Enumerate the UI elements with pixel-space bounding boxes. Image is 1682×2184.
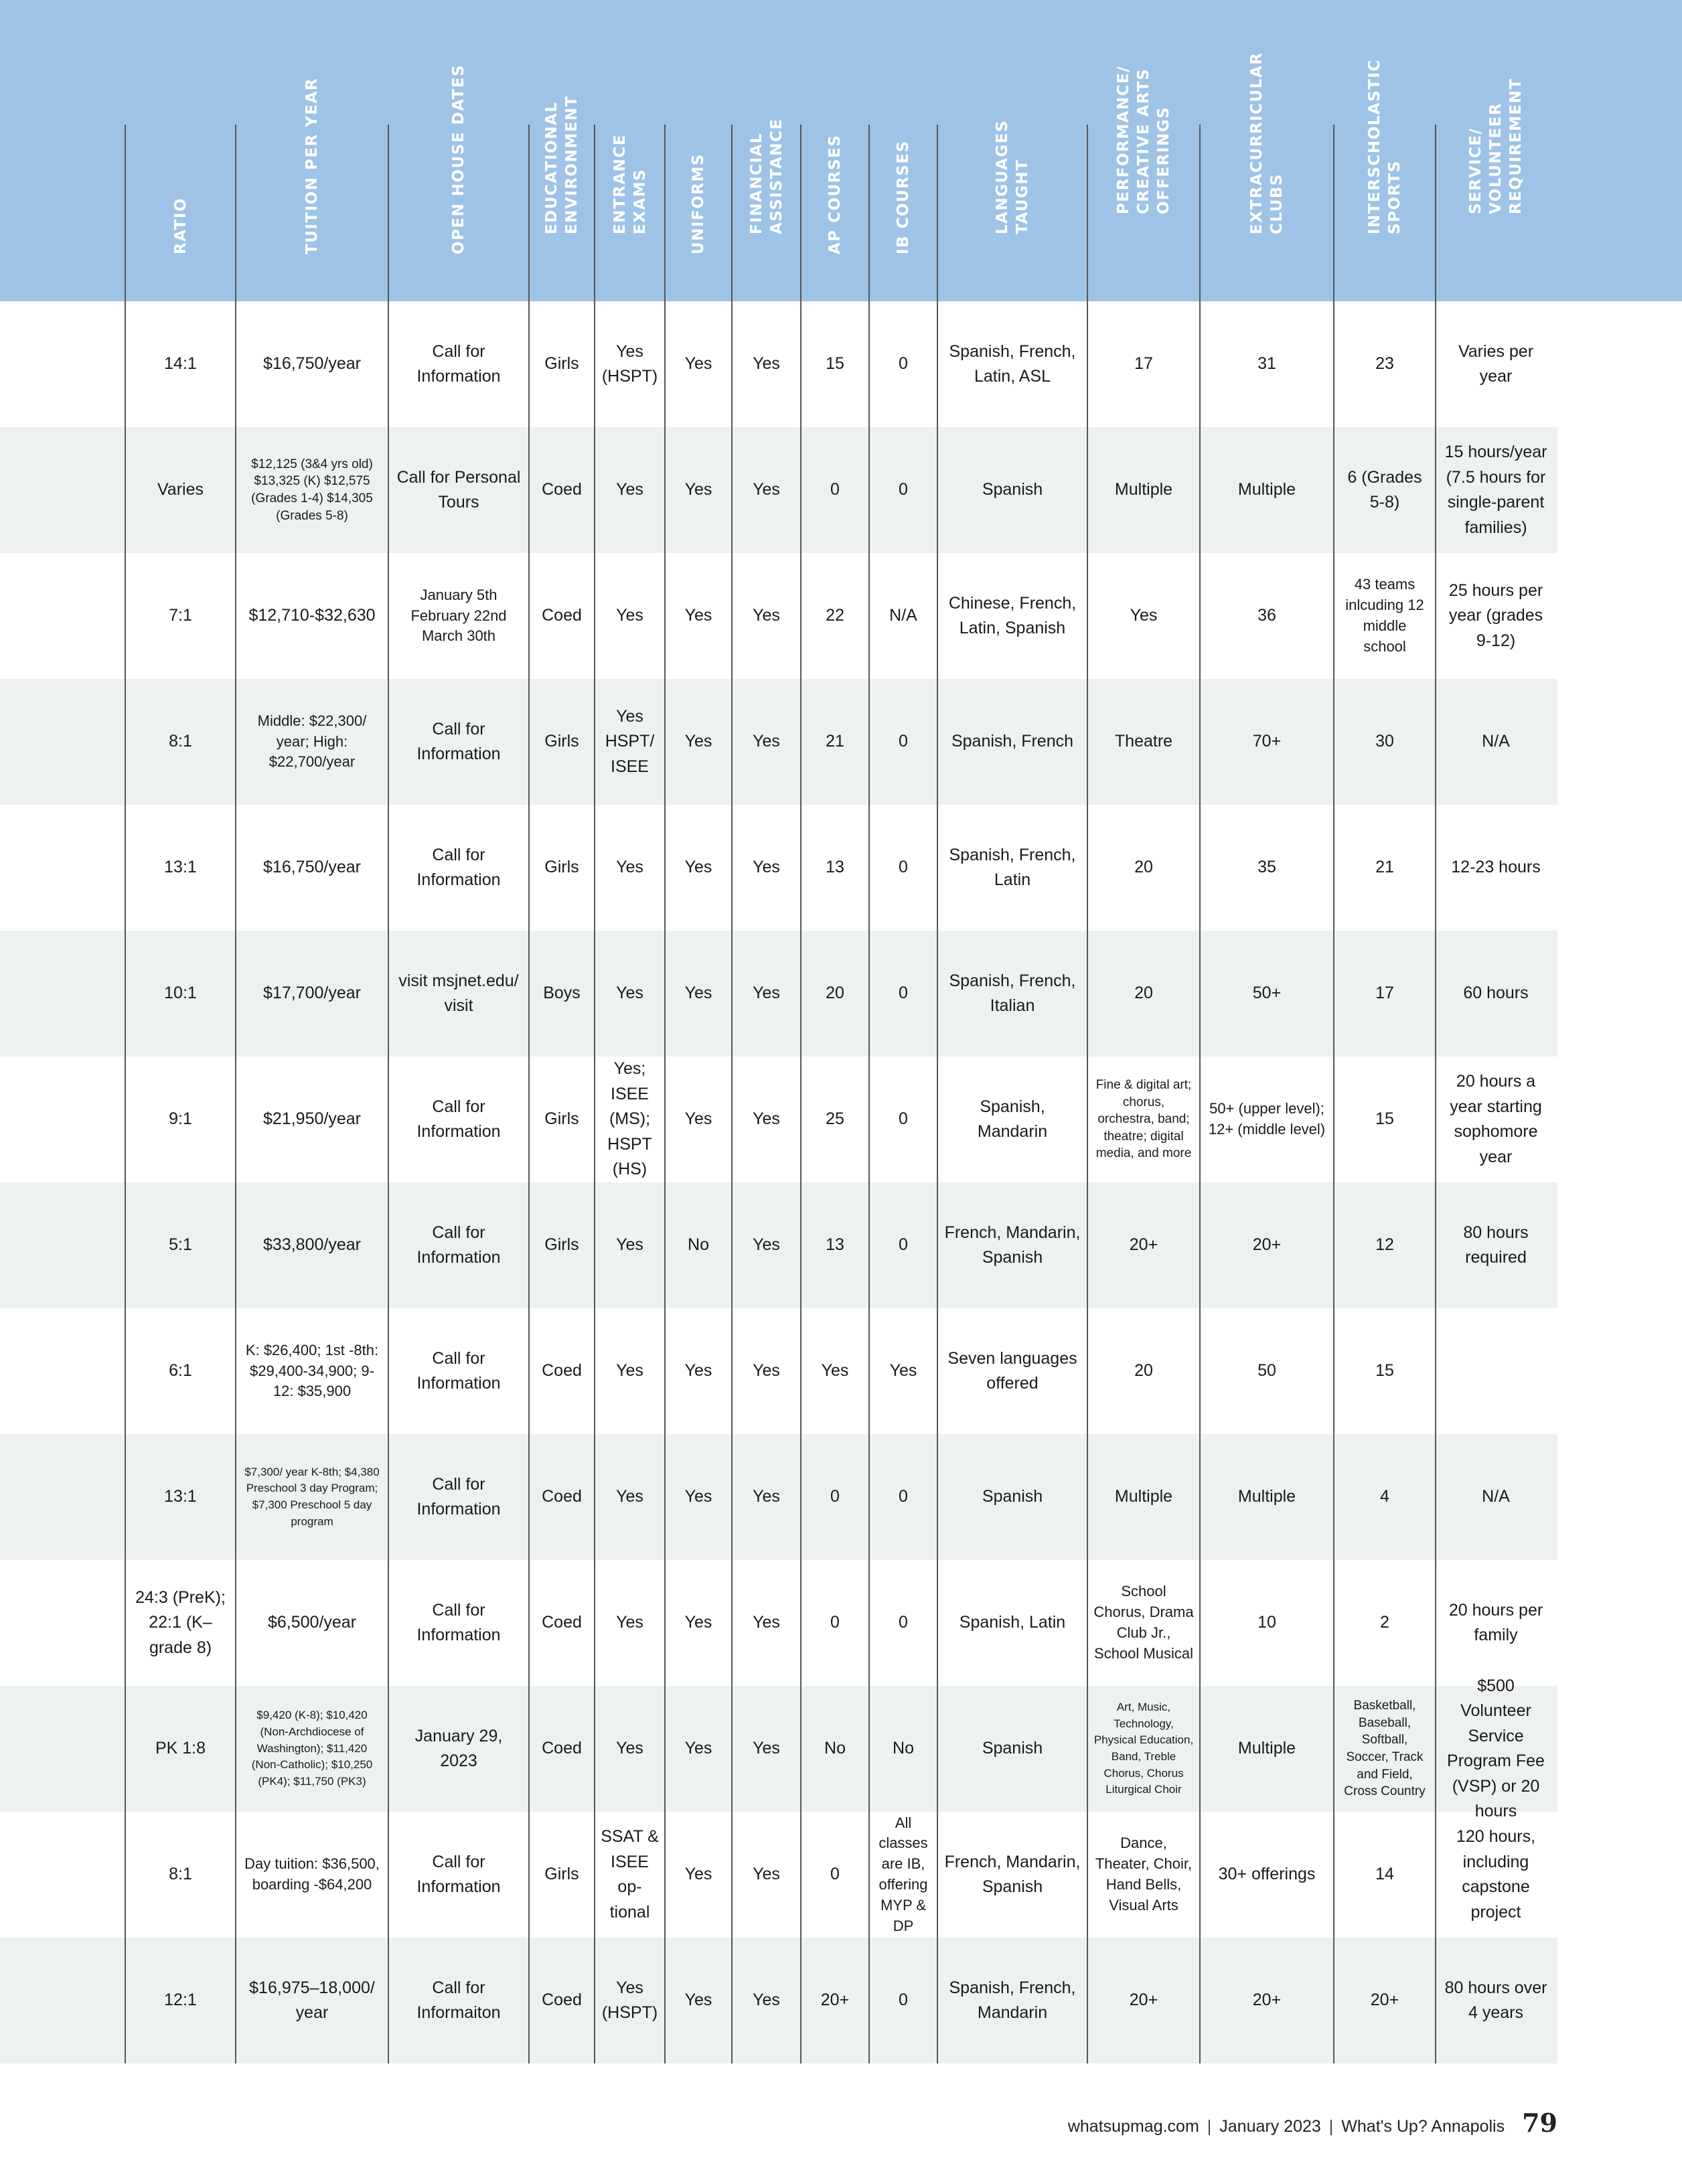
column-header-line: SERVICE/ [1467,127,1484,214]
cell-entrance-exams: Yes; ISEE (MS); HSPT (HS) [594,1057,664,1182]
cell-tuition: $21,950/year [235,1057,388,1182]
cell-entrance-exams: SSAT & ISEE op-tional [594,1812,664,1938]
cell-open-house: Call for Information [388,1308,528,1434]
cell-clubs: 10 [1199,1560,1333,1686]
cell-financial-assistance: Yes [731,301,800,427]
cell-service: $500 Volunteer Service Program Fee (VSP) or 20 hours [1435,1686,1555,1812]
cell-tuition: $16,975–18,000/ year [235,1938,388,2063]
cell-entrance-exams: Yes [594,1434,664,1560]
column-header-label [825,135,845,254]
cell-ratio: 9:1 [125,1057,235,1182]
cell-uniforms: Yes [664,1308,731,1434]
cell-entrance-exams: Yes [594,805,664,931]
column-header-label [1365,59,1405,234]
cell-tuition: $6,500/year [235,1560,388,1686]
cell-performance-arts: School Chorus, Drama Club Jr., School Musical [1087,1560,1199,1686]
cell-sports: 21 [1333,805,1435,931]
cell-languages: Spanish, French, Latin, ASL [937,301,1087,427]
cell-languages: Spanish, French, Italian [937,931,1087,1057]
cell-clubs: 50 [1199,1308,1333,1434]
cell-open-house: visit msjnet.edu/ visit [388,931,528,1057]
column-header-label [893,140,913,254]
cell-languages: Spanish, French, Mandarin [937,1938,1087,2063]
cell-tuition: $7,300/ year K-8th; $4,380 Preschool 3 day Program; $7,300 Preschool 5 day program [235,1434,388,1560]
cell-sports: 12 [1333,1182,1435,1308]
cell-financial-assistance: Yes [731,931,800,1057]
cell-clubs: 20+ [1199,1938,1333,2063]
cell-financial-assistance: Yes [731,679,800,805]
cell-ap-courses: 15 [800,301,868,427]
cell-open-house: Call for Information [388,679,528,805]
cell-entrance-exams: Yes [594,553,664,679]
cell-environment: Coed [528,1434,594,1560]
cell-financial-assistance: Yes [731,1308,800,1434]
cell-languages: Spanish, Latin [937,1560,1087,1686]
cell-uniforms: Yes [664,301,731,427]
column-header-label [1114,66,1174,214]
cell-environment: Coed [528,1938,594,2063]
column-header-tuition [235,77,388,301]
cell-ratio: 8:1 [125,679,235,805]
cell-entrance-exams: Yes [594,1308,664,1434]
cell-clubs: Multiple [1199,1434,1333,1560]
cell-financial-assistance: Yes [731,1182,800,1308]
cell-ib-courses: N/A [868,553,937,679]
column-header-line: IB COURSES [895,140,912,254]
cell-sports: 4 [1333,1434,1435,1560]
column-header-label [747,118,787,234]
cell-clubs: 36 [1199,553,1333,679]
cell-tuition: K: $26,400; 1st -8th: $29,400-34,900; 9-12: $35,900 [235,1308,388,1434]
cell-clubs: 70+ [1199,679,1333,805]
cell-financial-assistance: Yes [731,553,800,679]
cell-service: 80 hours required [1435,1182,1555,1308]
cell-financial-assistance: Yes [731,1938,800,2063]
cell-financial-assistance: Yes [731,1686,800,1812]
cell-tuition: $12,125 (3&4 yrs old) $13,325 (K) $12,575 (Grades 1-4) $14,305 (Grades 5-8) [235,427,388,553]
cell-service: N/A [1435,679,1555,805]
cell-entrance-exams: Yes [594,1560,664,1686]
cell-tuition: $16,750/year [235,805,388,931]
cell-ap-courses: 22 [800,553,868,679]
cell-ap-courses: 0 [800,1434,868,1560]
column-header-label [1247,52,1287,234]
cell-performance-arts: Multiple [1087,1434,1199,1560]
cell-clubs: Multiple [1199,427,1333,553]
cell-ratio: 12:1 [125,1938,235,2063]
footer-site: whatsupmag.com [1067,2117,1199,2136]
cell-environment: Coed [528,1308,594,1434]
cell-clubs: 35 [1199,805,1333,931]
cell-entrance-exams: Yes (HSPT) [594,1938,664,2063]
cell-ib-courses: 0 [868,679,937,805]
cell-ratio: 14:1 [125,301,235,427]
cell-service: N/A [1435,1434,1555,1560]
cell-entrance-exams: Yes (HSPT) [594,301,664,427]
cell-languages: Spanish [937,427,1087,553]
cell-environment: Coed [528,427,594,553]
cell-clubs: 31 [1199,301,1333,427]
cell-ratio: 6:1 [125,1308,235,1434]
cell-entrance-exams: Yes [594,427,664,553]
cell-performance-arts: 20+ [1087,1182,1199,1308]
cell-open-house: Call for Information [388,1560,528,1686]
cell-ib-courses: Yes [868,1308,937,1434]
column-header-ap-courses [800,125,868,301]
column-header-entrance-exams [594,125,664,301]
column-header-label [688,153,708,254]
cell-ib-courses: 0 [868,427,937,553]
column-header-open-house [388,64,528,301]
cell-ib-courses: No [868,1686,937,1812]
column-header-line: PERFORMANCE/ [1115,65,1132,214]
cell-ratio: PK 1:8 [125,1686,235,1812]
cell-ap-courses: 0 [800,1560,868,1686]
column-header-line: VOLUNTEER [1487,102,1505,214]
column-header-line: OFFERINGS [1155,106,1172,214]
cell-open-house: January 5th February 22nd March 30th [388,553,528,679]
cell-tuition: $17,700/year [235,931,388,1057]
cell-ib-courses: 0 [868,1938,937,2063]
cell-uniforms: Yes [664,805,731,931]
cell-open-house: Call for Information [388,1057,528,1182]
cell-entrance-exams: Yes [594,1182,664,1308]
cell-entrance-exams: Yes [594,931,664,1057]
column-header-line: EDUCATIONAL [543,101,560,234]
cell-ib-courses: 0 [868,931,937,1057]
cell-languages: Seven languages offered [937,1308,1087,1434]
cell-uniforms: Yes [664,1686,731,1812]
cell-service: 12-23 hours [1435,805,1555,931]
cell-uniforms: Yes [664,1812,731,1938]
cell-clubs: 20+ [1199,1182,1333,1308]
cell-open-house: Call for Information [388,1812,528,1938]
cell-performance-arts: Fine & digital art; chorus, orchestra, band; theatre; digital media, and more [1087,1057,1199,1182]
cell-clubs: Multiple [1199,1686,1333,1812]
cell-environment: Girls [528,301,594,427]
column-header-line: ASSISTANCE [767,118,785,234]
cell-sports: 6 (Grades 5-8) [1333,427,1435,553]
cell-environment: Girls [528,679,594,805]
cell-ratio: 5:1 [125,1182,235,1308]
cell-sports: 20+ [1333,1938,1435,2063]
cell-open-house: Call for Information [388,805,528,931]
school-comparison-table [125,52,1555,2063]
cell-languages: Spanish, French [937,679,1087,805]
cell-ib-courses: 0 [868,1057,937,1182]
cell-uniforms: Yes [664,1560,731,1686]
cell-performance-arts: Multiple [1087,427,1199,553]
cell-performance-arts: 17 [1087,301,1199,427]
cell-performance-arts: Theatre [1087,679,1199,805]
column-header-environment [528,95,594,301]
cell-sports: 23 [1333,301,1435,427]
cell-performance-arts: 20+ [1087,1938,1199,2063]
column-header-line: LANGUAGES [994,119,1011,234]
cell-ap-courses: 20+ [800,1938,868,2063]
cell-open-house: Call for Information [388,1182,528,1308]
cell-clubs: 50+ (upper level); 12+ (middle level) [1199,1057,1333,1182]
column-header-line: CREATIVE ARTS [1135,68,1152,214]
cell-uniforms: Yes [664,931,731,1057]
column-header-ratio [125,125,235,301]
cell-open-house: Call for Informaiton [388,1938,528,2063]
cell-uniforms: Yes [664,679,731,805]
column-header-line: ENVIRONMENT [563,95,581,234]
cell-ap-courses: 25 [800,1057,868,1182]
column-header-label [1466,78,1526,214]
column-header-line: TUITION PER YEAR [303,77,321,254]
cell-languages: French, Mandarin, Spanish [937,1812,1087,1938]
cell-entrance-exams: Yes [594,1686,664,1812]
cell-service: 15 hours/year (7.5 hours for single-parent families) [1435,427,1555,553]
cell-uniforms: No [664,1182,731,1308]
cell-sports: Basketball, Baseball, Softball, Soccer, Track and Field, Cross Country [1333,1686,1435,1812]
cell-sports: 2 [1333,1560,1435,1686]
cell-ib-courses: All classes are IB, offering MYP & DP [868,1812,937,1938]
column-header-label [542,95,582,234]
cell-uniforms: Yes [664,1057,731,1182]
cell-ap-courses: No [800,1686,868,1812]
cell-ib-courses: 0 [868,301,937,427]
cell-service: 20 hours per family [1435,1560,1555,1686]
page-footer [1068,2108,1557,2138]
cell-languages: Spanish, French, Latin [937,805,1087,931]
cell-service: 20 hours a year starting sophomore year [1435,1057,1555,1182]
column-header-line: TAUGHT [1014,159,1031,234]
cell-ap-courses: 13 [800,1182,868,1308]
footer-date: January 2023 [1219,2117,1321,2136]
column-header-performance-arts [1087,65,1199,301]
cell-sports: 15 [1333,1057,1435,1182]
cell-uniforms: Yes [664,427,731,553]
cell-ap-courses: 13 [800,805,868,931]
cell-service: Varies per year [1435,301,1555,427]
cell-sports: 15 [1333,1308,1435,1434]
cell-ib-courses: 0 [868,1434,937,1560]
column-header-line: CLUBS [1268,173,1286,234]
cell-languages: Spanish, Mandarin [937,1057,1087,1182]
column-header-line: EXTRACURRICULAR [1248,52,1266,234]
cell-tuition: $16,750/year [235,301,388,427]
cell-sports: 14 [1333,1812,1435,1938]
cell-performance-arts: Art, Music, Technology, Physical Education, Band, Treble Chorus, Chorus Liturgical Choir [1087,1686,1199,1812]
cell-service: 80 hours over 4 years [1435,1938,1555,2063]
cell-performance-arts: Yes [1087,553,1199,679]
cell-uniforms: Yes [664,1434,731,1560]
cell-ratio: 8:1 [125,1812,235,1938]
cell-tuition: Day tuition: $36,500, boarding -$64,200 [235,1812,388,1938]
cell-entrance-exams: Yes HSPT/ ISEE [594,679,664,805]
column-header-line: SPORTS [1386,160,1403,234]
footer-separator: | [1207,2117,1212,2136]
column-header-label [610,134,650,234]
column-header-line: INTERSCHOLASTIC [1366,59,1383,234]
cell-performance-arts: 20 [1087,931,1199,1057]
cell-ratio: 13:1 [125,805,235,931]
column-header-clubs [1199,52,1333,301]
cell-performance-arts: 20 [1087,805,1199,931]
cell-financial-assistance: Yes [731,1812,800,1938]
cell-performance-arts: Dance, Theater, Choir, Hand Bells, Visual Arts [1087,1812,1199,1938]
column-header-uniforms [664,125,731,301]
cell-open-house: January 29, 2023 [388,1686,528,1812]
cell-ib-courses: 0 [868,1560,937,1686]
cell-performance-arts: 20 [1087,1308,1199,1434]
cell-languages: French, Mandarin, Spanish [937,1182,1087,1308]
column-header-line: ENTRANCE [611,134,629,234]
column-header-line: OPEN HOUSE DATES [450,64,467,254]
cell-tuition: $33,800/year [235,1182,388,1308]
cell-tuition: $9,420 (K-8); $10,420 (Non-Archdiocese of Washington); $11,420 (Non-Catholic); $10,250 (PK4); $11,750 (PK3) [235,1686,388,1812]
column-header-line: FINANCIAL [747,133,765,234]
cell-ratio: 7:1 [125,553,235,679]
cell-service: 120 hours, including capstone project [1435,1812,1555,1938]
cell-environment: Girls [528,1057,594,1182]
cell-environment: Girls [528,1812,594,1938]
cell-service: 60 hours [1435,931,1555,1057]
cell-service: 25 hours per year (grades 9-12) [1435,553,1555,679]
cell-ratio: Varies [125,427,235,553]
cell-ap-courses: Yes [800,1308,868,1434]
cell-uniforms: Yes [664,1938,731,2063]
cell-ratio: 10:1 [125,931,235,1057]
cell-ap-courses: 0 [800,427,868,553]
column-header-label [449,64,469,254]
column-header-line: REQUIREMENT [1507,78,1525,214]
column-header-sports [1333,59,1435,301]
column-header-languages [937,119,1087,301]
cell-open-house: Call for Personal Tours [388,427,528,553]
cell-service [1435,1308,1555,1434]
cell-financial-assistance: Yes [731,805,800,931]
column-header-ib-courses [868,125,937,301]
cell-languages: Chinese, French, Latin, Spanish [937,553,1087,679]
column-header-label [302,78,322,254]
column-header-label [992,120,1033,234]
column-header-line: UNIFORMS [690,153,707,254]
cell-tuition: Middle: $22,300/ year; High: $22,700/year [235,679,388,805]
column-header-label [171,198,191,254]
cell-languages: Spanish [937,1434,1087,1560]
cell-ap-courses: 20 [800,931,868,1057]
cell-environment: Coed [528,1686,594,1812]
cell-financial-assistance: Yes [731,1434,800,1560]
cell-environment: Coed [528,553,594,679]
cell-environment: Girls [528,805,594,931]
cell-environment: Boys [528,931,594,1057]
cell-environment: Coed [528,1560,594,1686]
footer-separator: | [1328,2117,1334,2136]
cell-ib-courses: 0 [868,805,937,931]
cell-financial-assistance: Yes [731,427,800,553]
cell-ib-courses: 0 [868,1182,937,1308]
cell-financial-assistance: Yes [731,1560,800,1686]
column-header-service [1435,78,1555,301]
column-header-line: RATIO [171,197,189,254]
cell-sports: 30 [1333,679,1435,805]
cell-tuition: $12,710-$32,630 [235,553,388,679]
cell-uniforms: Yes [664,553,731,679]
cell-sports: 17 [1333,931,1435,1057]
footer-publication: What's Up? Annapolis [1341,2117,1505,2136]
cell-financial-assistance: Yes [731,1057,800,1182]
cell-environment: Girls [528,1182,594,1308]
cell-open-house: Call for Information [388,1434,528,1560]
cell-clubs: 30+ offerings [1199,1812,1333,1938]
cell-clubs: 50+ [1199,931,1333,1057]
cell-ratio: 13:1 [125,1434,235,1560]
cell-ap-courses: 0 [800,1812,868,1938]
column-header-line: AP COURSES [826,134,844,254]
column-header-financial-assistance [731,118,800,301]
cell-ap-courses: 21 [800,679,868,805]
page-number: 79 [1522,2108,1557,2138]
cell-languages: Spanish [937,1686,1087,1812]
cell-ratio: 24:3 (PreK); 22:1 (K–grade 8) [125,1560,235,1686]
cell-open-house: Call for Information [388,301,528,427]
column-header-line: EXAMS [631,168,649,234]
cell-sports: 43 teams inlcuding 12 middle school [1333,553,1435,679]
